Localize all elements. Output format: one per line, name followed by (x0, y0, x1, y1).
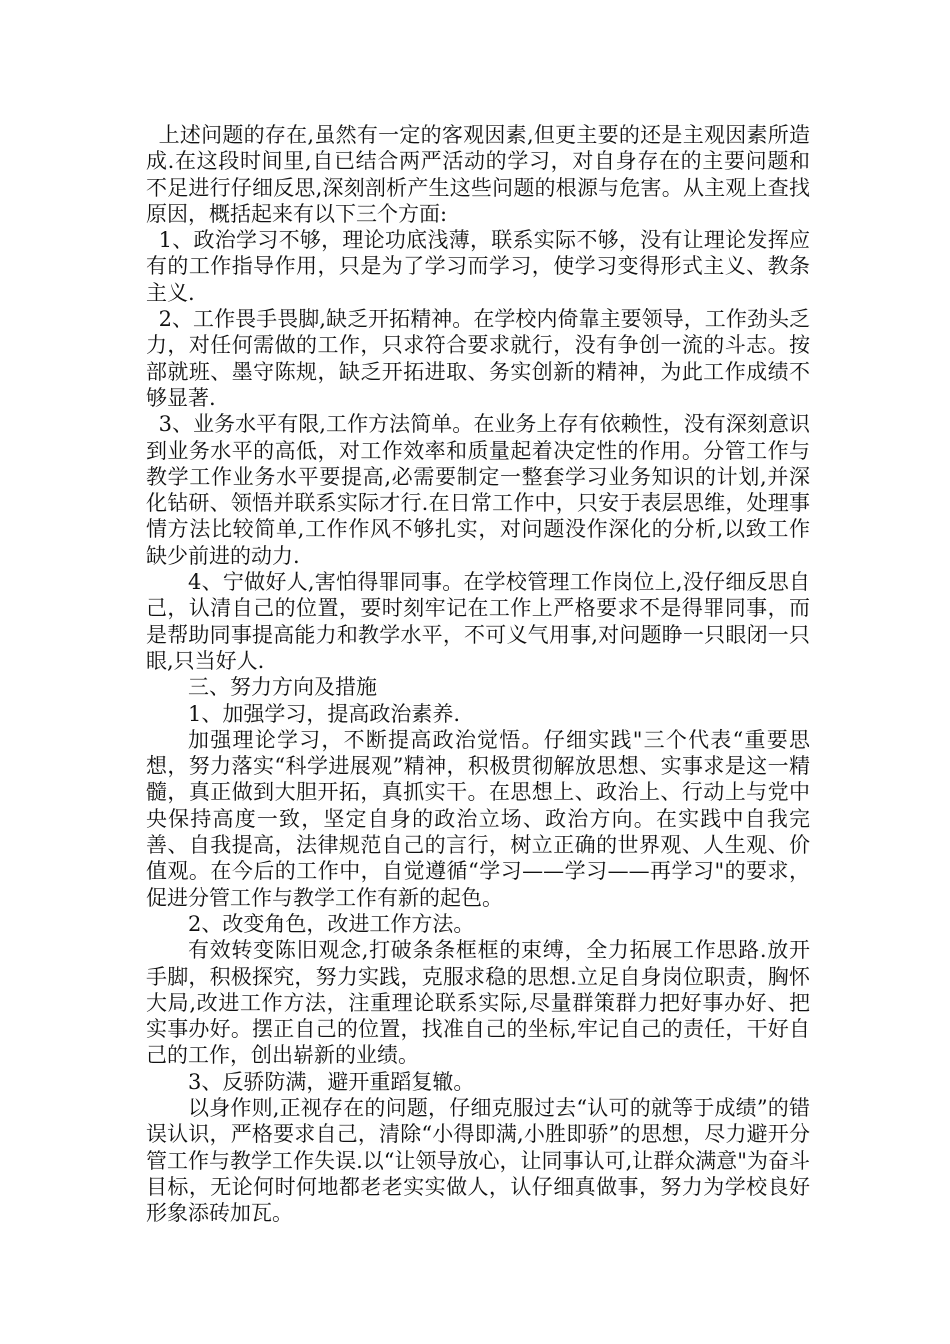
document-body (146, 122, 810, 1226)
paragraph-intro: 上述问题的存在,虽然有一定的客观因素,但更主要的还是主观因素所造成.在这段时间里,自已结合两严活动的学习，对自身存在的主要问题和不足进行仔细反思,深刻剖析产生这些问题的根源与危害。从主观上查找原因，概括起来有以下三个方面: (146, 123, 810, 226)
paragraph-point-4: 4、宁做好人,害怕得罪同事。在学校管理工作岗位上,没仔细反思自己，认清自己的位置，要时刻牢记在工作上严格要求不是得罪同事，而是帮助同事提高能力和教学水平，不可义气用事,对问题睁一只眼闭一只眼,只当好人. (146, 570, 810, 673)
subheading-humility: 3、反骄防满，避开重蹈复辙。 (188, 1069, 475, 1094)
section-heading-measures: 三、努力方向及措施 (188, 675, 377, 700)
subheading-study: 1、加强学习，提高政治素养. (188, 701, 461, 726)
subheading-role: 2、改变角色，改进工作方法。 (188, 911, 475, 936)
paragraph-role: 有效转变陈旧观念,打破条条框框的束缚，全力拓展工作思路.放开手脚，积极探究，努力实践，克服求稳的思想.立足自身岗位职责，胸怀大局,改进工作方法，注重理论联系实际,尽量群策群力把好事办好、把实事办好。摆正自己的位置，找准自己的坐标,牢记自己的责任，干好自己的工作，创出崭新的业绩。 (146, 938, 810, 1068)
paragraph-point-2: 2、工作畏手畏脚,缺乏开拓精神。在学校内倚靠主要领导，工作劲头乏力，对任何需做的工作，只求符合要求就行，没有争创一流的斗志。按部就班、墨守陈规，缺乏开拓进取、务实创新的精神，为此工作成绩不够显著. (146, 307, 810, 410)
paragraph-humility: 以身作则,正视存在的问题，仔细克服过去“认可的就等于成绩”的错误认识，严格要求自己，清除“小得即满,小胜即骄”的思想，尽力避开分管工作与教学工作失误.以“让领导放心，让同事认可,让群众满意"为奋斗目标，无论何时何地都老老实实做人，认仔细真做事，努力为学校良好形象添砖加瓦。 (146, 1095, 810, 1226)
paragraph-study: 加强理论学习，不断提高政治觉悟。仔细实践"三个代表“重要思想，努力落实“科学进展观”精神，积极贯彻解放思想、实事求是这一精髓，真正做到大胆开拓，真抓实干。在思想上、政治上、行动上与党中央保持高度一致，坚定自身的政治立场、政治方向。在实践中自我完善、自我提高，法律规范自己的言行，树立正确的世界观、人生观、价值观。在今后的工作中，自觉遵循“学习——学习——再学习"的要求，促进分管工作与教学工作有新的起色。 (146, 727, 810, 910)
paragraph-point-1: 1、政治学习不够，理论功底浅薄，联系实际不够，没有让理论发挥应有的工作指导作用，只是为了学习而学习，使学习变得形式主义、教条主义. (146, 228, 810, 305)
paragraph-point-3: 3、业务水平有限,工作方法简单。在业务上存有依赖性，没有深刻意识到业务水平的高低，对工作效率和质量起着决定性的作用。分管工作与教学工作业务水平要提高,必需要制定一整套学习业务知识的计划,并深化钻研、领悟并联系实际才行.在日常工作中，只安于表层思维，处理事情方法比较简单,工作作风不够扎实，对问题没作深化的分析,以致工作缺少前进的动力. (146, 412, 810, 568)
